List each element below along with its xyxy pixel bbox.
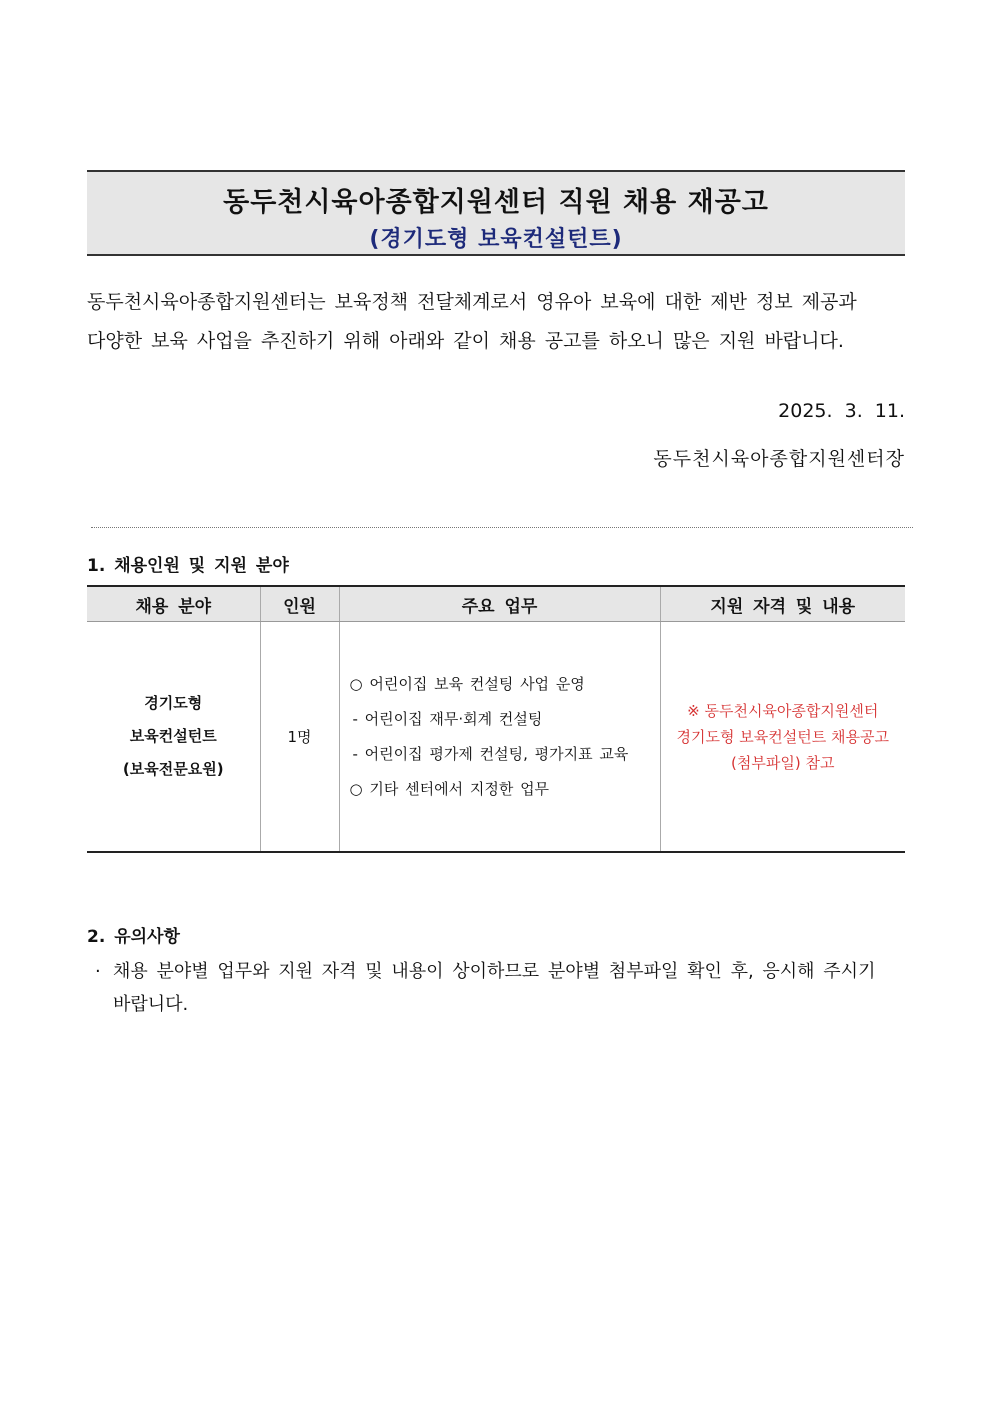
header-qualification: 지원 자격 및 내용 (660, 586, 905, 622)
duty-item: - 어린이집 평가제 컨설팅, 평가지표 교육 (352, 744, 629, 763)
cell-duties (339, 622, 660, 853)
signer: 동두천시육아종합지원센터장 (653, 448, 905, 470)
cell-qualification (660, 622, 905, 853)
section-1-title: 1. 채용인원 및 지원 분야 (87, 556, 289, 576)
table-header-row (87, 586, 905, 622)
field-line: (보육전문요원) (122, 760, 224, 778)
dotted-divider (91, 527, 913, 528)
table-row (87, 622, 905, 853)
header-field: 채용 분야 (87, 586, 260, 622)
announcement-date: 2025. 3. 11. (778, 400, 905, 422)
page-subtitle: (경기도형 보육컨설턴트) (369, 227, 623, 252)
duty-item: ○ 어린이집 보육 컨설팅 사업 운영 (349, 674, 585, 693)
duty-item: - 어린이집 재무·회계 컨설팅 (352, 709, 543, 728)
field-line: 경기도형 (144, 694, 203, 712)
qualification-line: 경기도형 보육컨설턴트 채용공고 (676, 727, 889, 746)
field-line: 보육컨설턴트 (129, 727, 217, 745)
cell-field (87, 622, 260, 853)
cell-count: 1명 (260, 622, 339, 853)
section-2-title: 2. 유의사항 (87, 927, 180, 947)
header-count: 인원 (260, 586, 339, 622)
qualification-line: ※ 동두천시육아종합지원센터 (687, 701, 879, 720)
title-box (87, 170, 905, 256)
notice-line-1: 채용 분야별 업무와 지원 자격 및 내용이 상이하므로 분야별 첨부파일 확인 후, 응시해 주시기 (113, 961, 876, 982)
header-duties: 주요 업무 (339, 586, 660, 622)
bullet-icon: · (95, 961, 101, 982)
recruitment-table (87, 585, 905, 853)
intro-line-1: 동두천시육아종합지원센터는 보육정책 전달체계로서 영유아 보육에 대한 제반 정보 제공과 (87, 291, 857, 313)
notice-paragraph (95, 955, 905, 1021)
page-title: 동두천시육아종합지원센터 직원 채용 재공고 (223, 187, 769, 218)
notice-line-2: 바랍니다. (113, 994, 189, 1015)
qualification-line: (첨부파일) 참고 (731, 753, 835, 772)
duty-item: ○ 기타 센터에서 지정한 업무 (349, 779, 550, 798)
intro-line-2: 다양한 보육 사업을 추진하기 위해 아래와 같이 채용 공고를 하오니 많은 지원 바랍니다. (87, 330, 844, 352)
